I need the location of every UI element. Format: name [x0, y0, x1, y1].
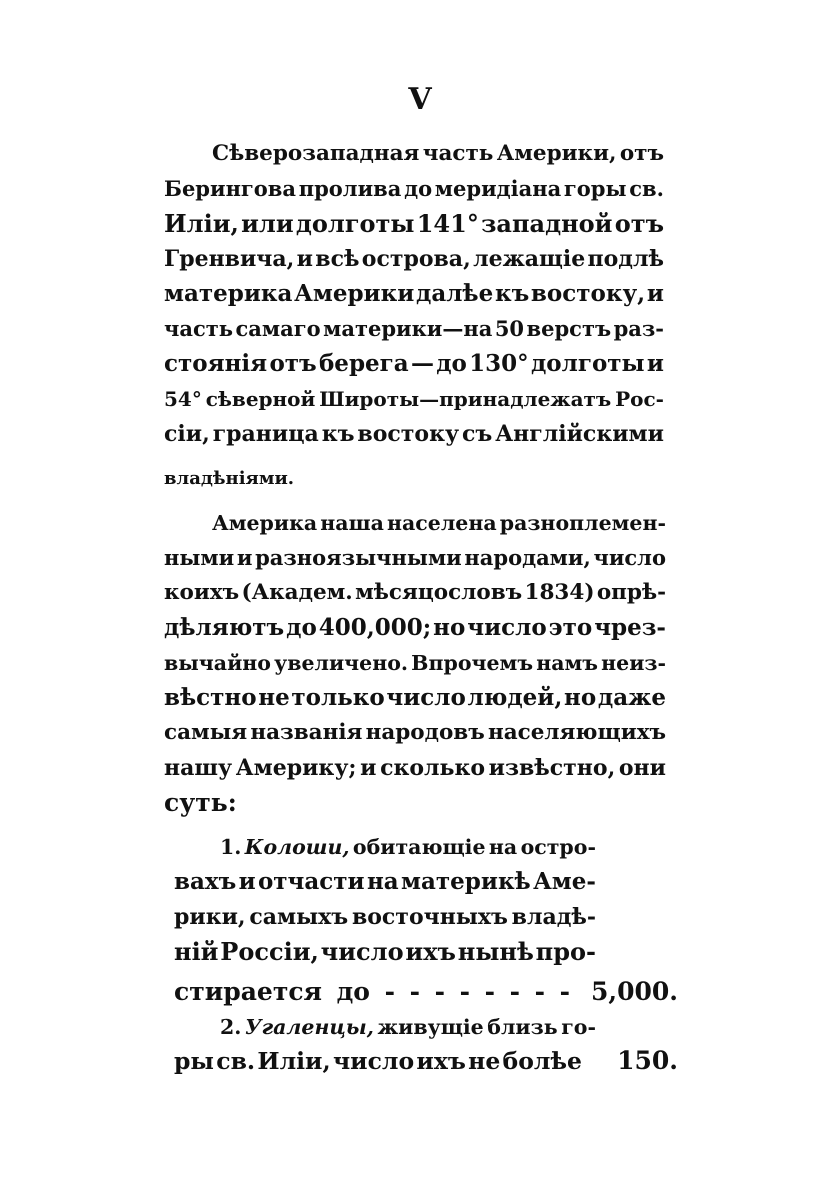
- text-line: нашу Америку; и сколько извѣстно, они: [164, 755, 666, 781]
- text-line: 2. Угаленцы, живущіе близь го-: [220, 1015, 596, 1039]
- text-line: сіи, граница къ востоку съ Англійскими: [164, 421, 664, 447]
- text-line: ній Россіи, число ихъ нынѣ про-: [174, 937, 596, 966]
- amount-koloshi: 5,000.: [591, 977, 678, 1006]
- text-line: суть:: [164, 788, 237, 817]
- text-line: стирается до - - - - - - - -: [174, 977, 570, 1006]
- text-line: коихъ (Академ. мѣсяцословъ 1834) опрѣ-: [164, 580, 666, 605]
- text-line: 1. Колоши, обитающіе на остро-: [220, 835, 596, 859]
- text-line: ры св. Иліи, число ихъ не болѣе: [174, 1047, 582, 1075]
- text-line: Сѣверозападная часть Америки, отъ: [212, 141, 664, 166]
- text-line: ными и разноязычными народами, число: [164, 545, 666, 570]
- text-line: Иліи, или долготы 141° западной отъ: [164, 209, 664, 238]
- text-line: вахъ и отчасти на материкѣ Аме-: [174, 868, 596, 895]
- amount-ugalentsy: 150.: [617, 1046, 678, 1075]
- text-line: Гренвича, и всѣ острова, лежащіе подлѣ: [164, 246, 664, 272]
- text-line: дѣляютъ до 400,000; но число это чрез-: [164, 614, 666, 641]
- text-line: вычайно увеличено. Впрочемъ намъ неиз-: [164, 651, 666, 675]
- text-line: материка Америки далѣе къ востоку, и: [164, 280, 664, 307]
- text-line: 54° сѣверной Широты—принадлежатъ Рос-: [164, 387, 664, 411]
- text-line: стоянія отъ берега — до 130° долготы и: [164, 350, 664, 377]
- text-line: вѣстно не только число людей, но даже: [164, 684, 666, 711]
- text-line: Берингова пролива до меридіана горы св.: [164, 176, 664, 201]
- text-line: Америка наша населена разноплемен-: [212, 511, 666, 535]
- text-line: рики, самыхъ восточныхъ владѣ-: [174, 904, 596, 930]
- page-number: V: [408, 82, 432, 117]
- text-line: владѣніями.: [164, 468, 295, 489]
- text-line: самыя названія народовъ населяющихъ: [164, 720, 666, 745]
- text-line: часть самаго материки—на 50 верстъ раз-: [164, 316, 664, 341]
